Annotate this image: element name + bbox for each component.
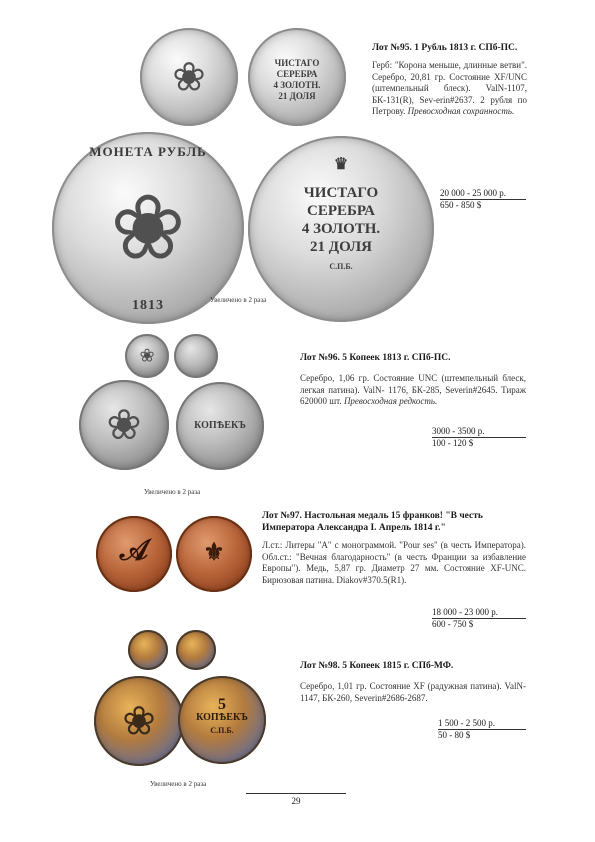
lot-97-description: Л.ст.: Литеры "А" с монограммой. "Pour ses" (в честь Императора). Обл.ст.: "Вечная благодарность" (в честь Франции за избавление Европы"). Медь, 5,87 гр. Диаметр 27 мм. Состояние XF-UNC. Бирюзовая патина. Diakov#370.5(R1). — [262, 540, 526, 585]
lot-96-title: Лот №96. 5 Копеек 1813 г. СПб-ПС. — [300, 353, 451, 363]
lot-97-text — [262, 510, 526, 586]
ruble-mint-mark: С.П.Б. — [329, 262, 353, 271]
monogram-icon: 𝒜 — [119, 534, 149, 567]
medal-obverse — [96, 516, 172, 592]
coin-5kop1815-reverse-large — [178, 676, 266, 764]
lot-96-price-rub: 3000 - 3500 р. — [432, 426, 485, 436]
lot-97-price-usd: 600 - 750 $ — [432, 619, 474, 629]
lot-96-text — [300, 352, 526, 408]
ruble-obverse-legend: МОНЕТА РУБЛЬ — [89, 144, 207, 159]
coin-5kop-obverse-small — [125, 334, 169, 378]
lot-95-text — [372, 42, 527, 118]
lot-96-price — [432, 426, 526, 449]
coin-5kop-obverse-large — [79, 380, 169, 470]
eagle-emblem-icon: ❀ — [110, 179, 186, 279]
lot-95-title: Лот №95. 1 Рубль 1813 г. СПб-ПС. — [372, 43, 518, 53]
lot-98-title: Лот №98. 5 Копеек 1815 г. СПб-МФ. — [300, 661, 454, 671]
kopek5-reverse-text: 5 КОПѢЕКЪ С.П.Б. — [196, 696, 248, 735]
medal-reverse — [176, 516, 252, 592]
fleur-de-lis-icon: ⚜ — [203, 540, 225, 566]
eagle-emblem-icon: ❀ — [122, 698, 156, 744]
lot-96-description: Серебро, 1,06 гр. Состояние UNC (штемпельный блеск, легкая патина). ValN- 1176, БК-285, Severin#2645. Тираж 620000 шт. Превосходная редкость. — [300, 373, 526, 406]
coin-ruble-reverse-large — [248, 136, 434, 322]
coin-5kop1815-obverse-small — [128, 630, 168, 670]
kopek-reverse-text: КОПѢЕКЪ — [194, 420, 246, 431]
ruble-year: 1813 — [132, 298, 164, 313]
lot-95-caption: Увеличено в 2 раза — [210, 296, 267, 304]
coin-5kop1815-reverse-small — [176, 630, 216, 670]
coin-ruble-reverse-small — [248, 28, 346, 126]
lot-98-description: Серебро, 1,01 гр. Состояние XF (радужная патина). ValN-1147, БК-260, Severin#2686-2687. — [300, 681, 526, 703]
lot-98-price-usd: 50 - 80 $ — [438, 730, 471, 740]
coin-5kop1815-obverse-large — [94, 676, 184, 766]
lot-97-title: Лот №97. Настольная медаль 15 франков! "В честь Императора Александра I. Апрель 1814 г." — [262, 511, 483, 533]
lot-95-price-usd: 650 - 850 $ — [440, 200, 482, 210]
coin-5kop-reverse-large — [176, 382, 264, 470]
eagle-emblem-icon: ❀ — [172, 54, 206, 100]
ruble-reverse-text-small: ЧИСТАГО СЕРЕБРА 4 ЗОЛОТН. 21 ДОЛЯ — [273, 58, 321, 101]
ruble-reverse-text: ЧИСТАГО СЕРЕБРА 4 ЗОЛОТН. 21 ДОЛЯ — [301, 185, 381, 255]
lot-98-price-rub: 1 500 - 2 500 р. — [438, 718, 495, 728]
lot-95-price-rub: 20 000 - 25 000 р. — [440, 188, 506, 198]
lot-98-caption: Увеличено в 2 раза — [150, 780, 207, 788]
lot-95-price — [440, 188, 526, 211]
lot-96-price-usd: 100 - 120 $ — [432, 438, 474, 448]
crown-icon: ♛ — [333, 156, 349, 173]
lot-97-price-rub: 18 000 - 23 000 р. — [432, 607, 498, 617]
eagle-emblem-icon: ❀ — [139, 345, 155, 366]
lot-98-price — [438, 718, 526, 741]
page-number: 29 — [246, 793, 346, 806]
lot-98-text — [300, 660, 526, 704]
lot-96-caption: Увеличено в 2 раза — [144, 488, 201, 496]
coin-5kop-reverse-small — [174, 334, 218, 378]
coin-ruble-obverse-small — [140, 28, 238, 126]
lot-95-description: Герб: "Корона меньше, длинные ветви". Серебро, 20,81 гр. Состояние XF/UNC (штемпельный блеск). ValN-1107, БК-131(R), Sev-erin#2637. 2 рубля по Петрову. Превосходная сохранность. — [372, 60, 527, 116]
eagle-emblem-icon: ❀ — [106, 403, 142, 449]
lot-97-price — [432, 607, 526, 630]
